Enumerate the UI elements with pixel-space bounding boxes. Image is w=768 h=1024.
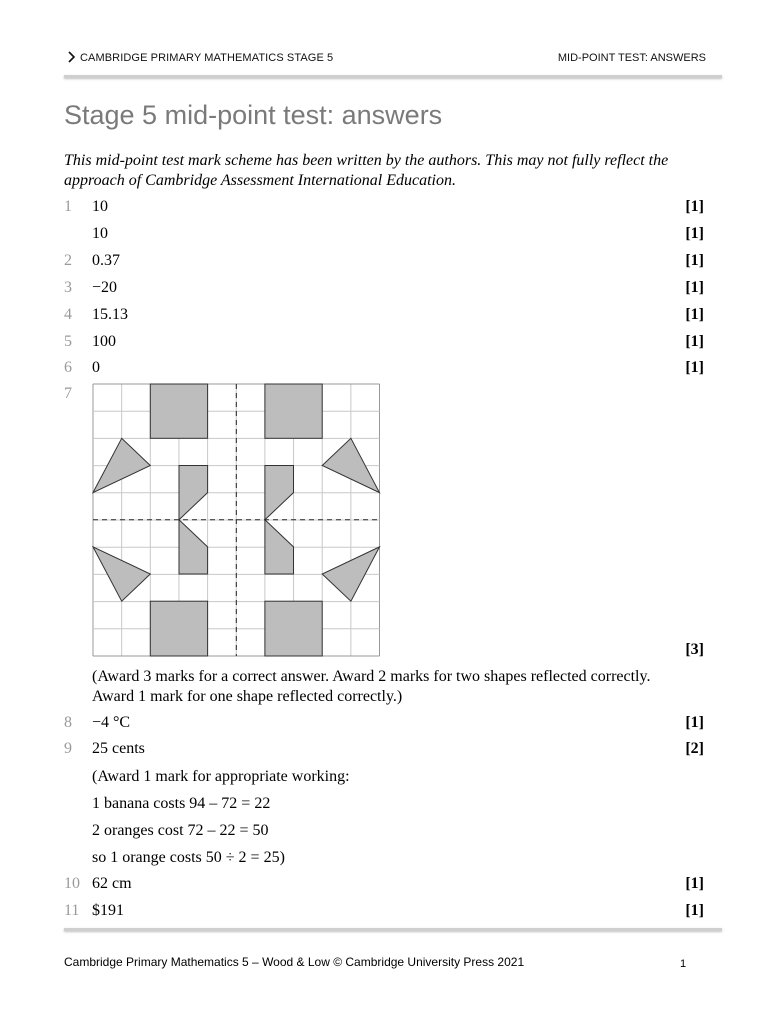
question-number: 9 [64, 740, 72, 757]
question-number: 7 [64, 385, 72, 402]
mark-value: [1] [685, 875, 704, 892]
answer-text: 0 [92, 359, 100, 376]
answer-row [64, 198, 704, 220]
page-number: 1 [680, 958, 687, 970]
reflection-grid [92, 383, 381, 662]
intro-text: This mid-point test mark scheme has been written by the authors. This may not fully reflect the approach of Cambridge Assessment International Education. [64, 152, 669, 189]
working-line: so 1 orange costs 50 ÷ 2 = 25) [92, 849, 285, 866]
mark-value: [1] [685, 225, 704, 242]
mark-value: [1] [685, 279, 704, 296]
answer-row [64, 333, 704, 355]
question-number: 1 [64, 198, 72, 215]
working-line: (Award 1 mark for appropriate working: [92, 768, 350, 785]
answer-row [64, 359, 704, 381]
chevron-right-icon [68, 51, 76, 66]
mark-value: [1] [685, 306, 704, 323]
header-book-title: CAMBRIDGE PRIMARY MATHEMATICS STAGE 5 [80, 52, 334, 64]
question-number: 2 [64, 252, 72, 269]
square-top-right [265, 384, 322, 438]
answer-row [64, 902, 704, 924]
mark-value: [1] [685, 252, 704, 269]
question-number: 8 [64, 714, 72, 731]
question-number: 4 [64, 306, 72, 323]
answer-row [64, 740, 704, 762]
marking-note: (Award 3 marks for a correct answer. Award 2 marks for two shapes reflected correctly. Award 1 mark for one shape reflected correctly.) [92, 668, 651, 705]
answer-text: 100 [92, 333, 116, 350]
answer-row [64, 252, 704, 274]
answer-text: 25 cents [92, 740, 145, 757]
footer-divider [64, 928, 722, 931]
reflection-grid-svg [92, 383, 381, 657]
answer-text: 10 [92, 225, 108, 242]
page-title: Stage 5 mid-point test: answers [64, 100, 443, 130]
question-number: 10 [64, 875, 80, 892]
answer-row [64, 641, 704, 663]
question-number: 5 [64, 333, 72, 350]
answer-text: −4 °C [92, 714, 131, 731]
question-number: 6 [64, 359, 72, 376]
answer-text: 62 cm [92, 875, 132, 892]
mark-value: [1] [685, 902, 704, 919]
header-divider [64, 75, 722, 78]
answer-row [64, 279, 704, 301]
answer-row [64, 306, 704, 328]
page-header [64, 50, 706, 68]
header-section-title: MID-POINT TEST: ANSWERS [557, 52, 706, 64]
mark-value: [1] [685, 198, 704, 215]
answer-text: 0.37 [92, 252, 120, 269]
answer-row [64, 875, 704, 897]
answer-text: −20 [92, 279, 118, 296]
working-line: 1 banana costs 94 – 72 = 22 [92, 795, 271, 812]
mark-value: [2] [685, 740, 704, 757]
answer-text: $191 [92, 902, 124, 919]
square-top-left [150, 384, 207, 438]
footer-copyright: Cambridge Primary Mathematics 5 – Wood & Low © Cambridge University Press 2021 [64, 955, 525, 969]
answer-text: 15.13 [92, 306, 128, 323]
answer-row [64, 225, 704, 247]
question-number: 3 [64, 279, 72, 296]
mark-value: [1] [685, 359, 704, 376]
answer-text: 10 [92, 198, 108, 215]
mark-value: [3] [685, 641, 704, 658]
question-number: 11 [64, 902, 80, 919]
answer-row [64, 714, 704, 736]
working-line: 2 oranges cost 72 – 22 = 50 [92, 822, 269, 839]
mark-value: [1] [685, 714, 704, 731]
mark-value: [1] [685, 333, 704, 350]
